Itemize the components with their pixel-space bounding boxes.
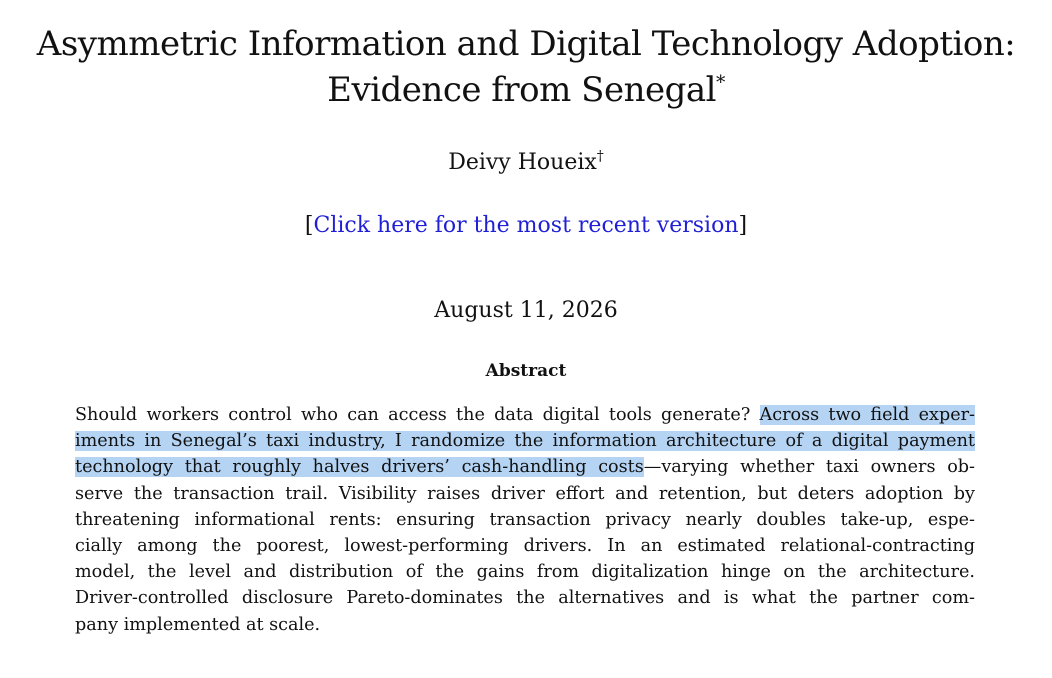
open-bracket: [ (304, 213, 314, 238)
abstract-line (75, 559, 975, 585)
recent-version-line (0, 210, 1052, 242)
abstract-line (75, 481, 975, 507)
abstract-text: Driver-controlled disclosure Pareto-dominates the alternatives and is what the partner com- (75, 588, 975, 609)
highlighted-text: technology that roughly halves drivers’ cash-handling costs (75, 457, 644, 478)
abstract-heading: Abstract (485, 361, 567, 381)
author-name: Deivy Houeix (448, 150, 597, 175)
author-footnote-mark[interactable]: † (596, 148, 604, 165)
abstract-text: serve the transaction trail. Visibility raises driver effort and retention, but deters adoption by (75, 483, 975, 504)
abstract-text: threatening informational rents: ensuring transaction privacy nearly doubles take-up, espe- (75, 509, 975, 530)
abstract-text: pany implemented at scale. (75, 614, 321, 635)
abstract-text: cially among the poorest, lowest-performing drivers. In an estimated relational-contracting (75, 535, 975, 556)
author-line (0, 148, 1052, 178)
paper-date: August 11, 2026 (434, 298, 618, 323)
abstract-line (75, 533, 975, 559)
abstract-line (75, 402, 975, 428)
abstract-line (75, 612, 975, 638)
abstract-line (75, 585, 975, 611)
abstract-line (75, 507, 975, 533)
close-bracket: ] (738, 213, 748, 238)
abstract-text: Should workers control who can access the data digital tools generate? (75, 405, 760, 425)
recent-version-link[interactable]: Click here for the most recent version (313, 213, 739, 238)
abstract-body (75, 402, 975, 638)
paper-title-line-2 (0, 68, 1052, 113)
paper-title-line-1 (0, 22, 1052, 67)
title-footnote-mark[interactable]: * (716, 72, 725, 94)
abstract-text: model, the level and distribution of the gains from digitalization hinge on the architecture. (75, 562, 975, 583)
abstract-line (75, 428, 975, 454)
highlighted-text: iments in Senegal’s taxi industry, I randomize the information architecture of a digital payment (75, 431, 975, 452)
paper-title-text-1: Asymmetric Information and Digital Technology Adoption: (36, 24, 1016, 64)
highlighted-text: Across two field exper- (759, 405, 975, 425)
abstract-text: —varying whether taxi owners ob- (643, 457, 975, 478)
abstract-line (75, 454, 975, 480)
paper-title-text-2: Evidence from Senegal (327, 70, 716, 110)
